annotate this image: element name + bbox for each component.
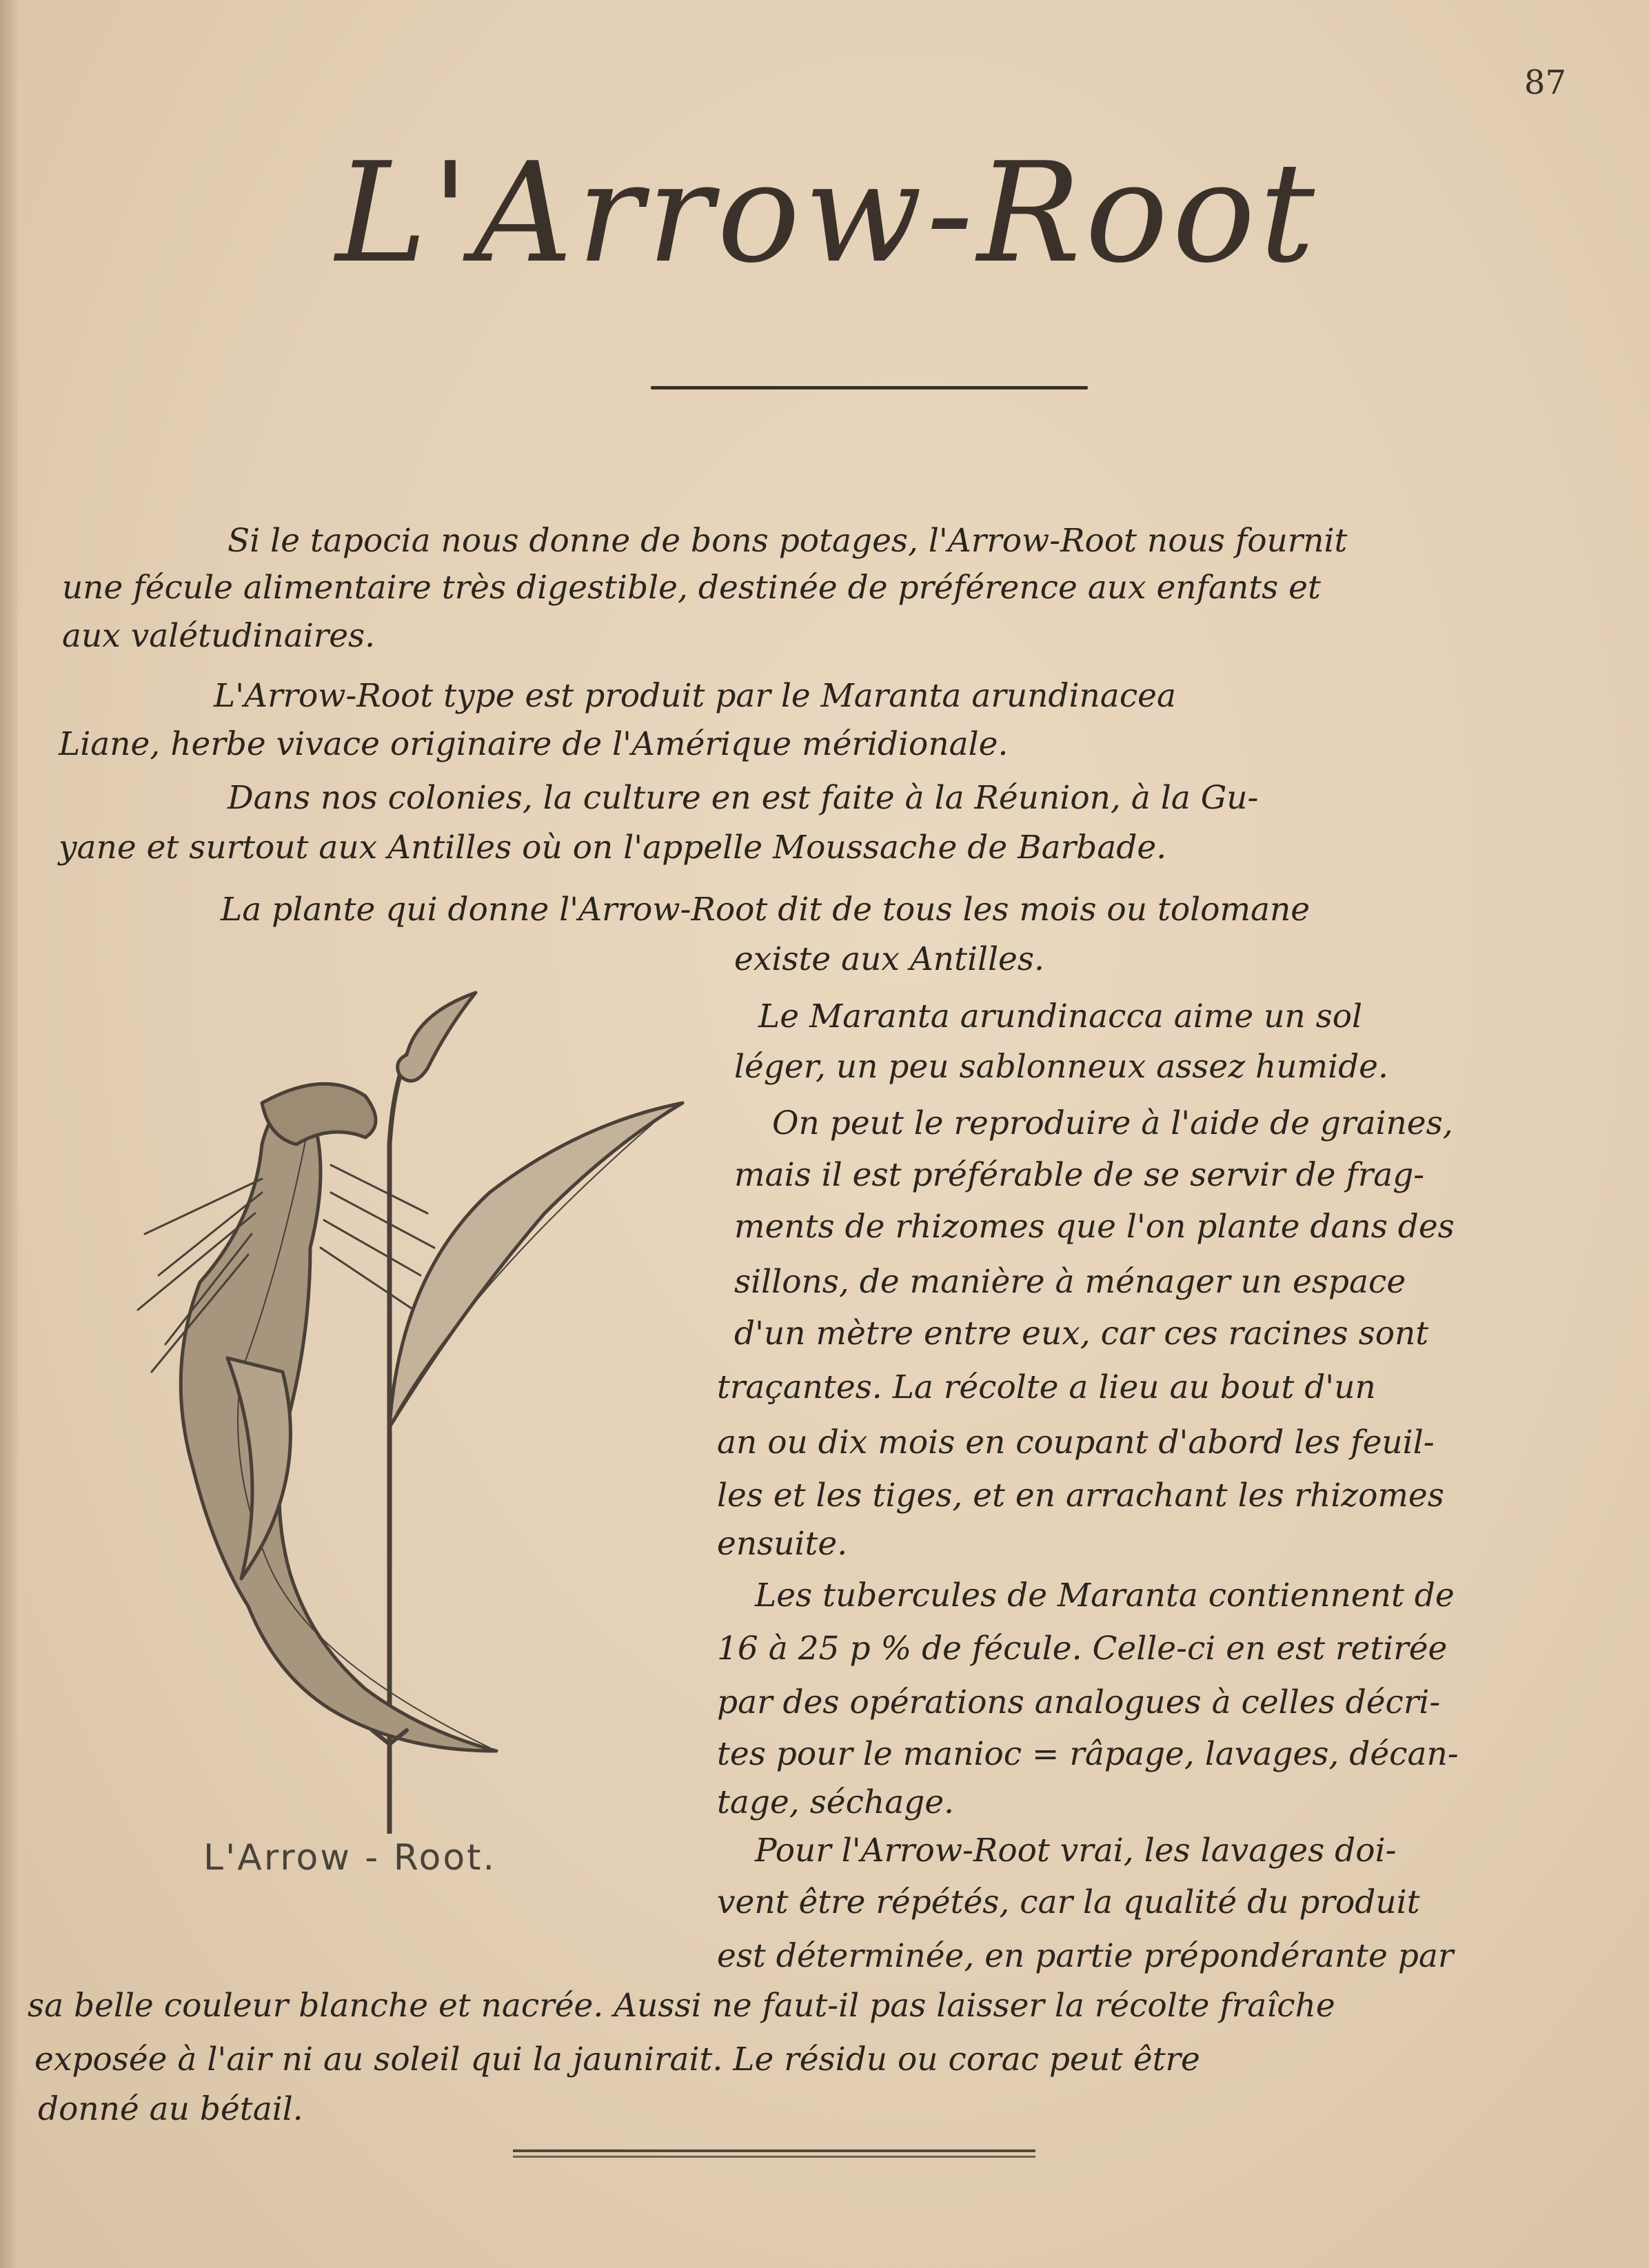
text-line: aux valétudinaires. <box>62 617 376 655</box>
page-gutter <box>0 0 18 2268</box>
text-line: exposée à l'air ni au soleil qui la jaunirait. Le résidu ou corac peut être <box>34 2041 1200 2078</box>
text-line: On peut le reproduire à l'aide de graines, <box>772 1104 1453 1142</box>
text-line: existe aux Antilles. <box>734 940 1044 978</box>
text-line: vent être répétés, car la qualité du produit <box>717 1883 1420 1921</box>
arrow-root-plant-illustration <box>103 986 696 1834</box>
text-line: Pour l'Arrow-Root vrai, les lavages doi- <box>755 1832 1397 1870</box>
text-line: Si le tapocia nous donne de bons potages, l'Arrow-Root nous fournit <box>227 522 1348 560</box>
text-line: Le Maranta arundinacca aime un sol <box>758 998 1363 1035</box>
text-line: donné au bétail. <box>38 2090 303 2128</box>
text-line: sillons, de manière à ménager un espace <box>734 1263 1406 1301</box>
text-line: par des opérations analogues à celles décri- <box>717 1683 1441 1721</box>
text-line: les et les tiges, et en arrachant les rhizomes <box>717 1477 1444 1515</box>
figure-caption: L'Arrow - Root. <box>203 1837 497 1879</box>
title-underline <box>651 386 1088 389</box>
text-line: est déterminée, en partie prépondérante par <box>717 1937 1454 1975</box>
text-line: yane et surtout aux Antilles où on l'appelle Moussache de Barbade. <box>59 829 1167 867</box>
text-line: d'un mètre entre eux, car ces racines sont <box>734 1315 1429 1353</box>
text-line: an ou dix mois en coupant d'abord les feuil- <box>717 1424 1435 1461</box>
text-line: 16 à 25 p % de fécule. Celle-ci en est retirée <box>717 1630 1448 1668</box>
text-line: traçantes. La récolte a lieu au bout d'un <box>717 1368 1376 1406</box>
text-line: une fécule alimentaire très digestible, destinée de préférence aux enfants et <box>62 569 1321 607</box>
text-line: ments de rhizomes que l'on plante dans des <box>734 1208 1455 1246</box>
bottom-divider <box>513 2149 1035 2158</box>
text-line: Les tubercules de Maranta contiennent de <box>755 1577 1455 1614</box>
text-line: La plante qui donne l'Arrow-Root dit de tous les mois ou tolomane <box>221 891 1311 929</box>
text-line: léger, un peu sablonneux assez humide. <box>734 1048 1388 1086</box>
text-line: L'Arrow-Root type est produit par le Maranta arundinacea <box>214 677 1176 715</box>
text-line: mais il est préférable de se servir de frag- <box>734 1156 1425 1194</box>
text-line: Liane, herbe vivace originaire de l'Amérique méridionale. <box>59 725 1009 763</box>
page-number: 87 <box>1524 63 1566 102</box>
page-title: L'Arrow-Root <box>335 133 1319 294</box>
text-line: tes pour le manioc = râpage, lavages, décan- <box>717 1735 1459 1773</box>
text-line: tage, séchage. <box>717 1783 955 1821</box>
text-line: Dans nos colonies, la culture en est faite à la Réunion, à la Gu- <box>227 779 1259 817</box>
text-line: sa belle couleur blanche et nacrée. Aussi ne faut-il pas laisser la récolte fraîche <box>28 1987 1335 2025</box>
text-line: ensuite. <box>717 1525 848 1563</box>
